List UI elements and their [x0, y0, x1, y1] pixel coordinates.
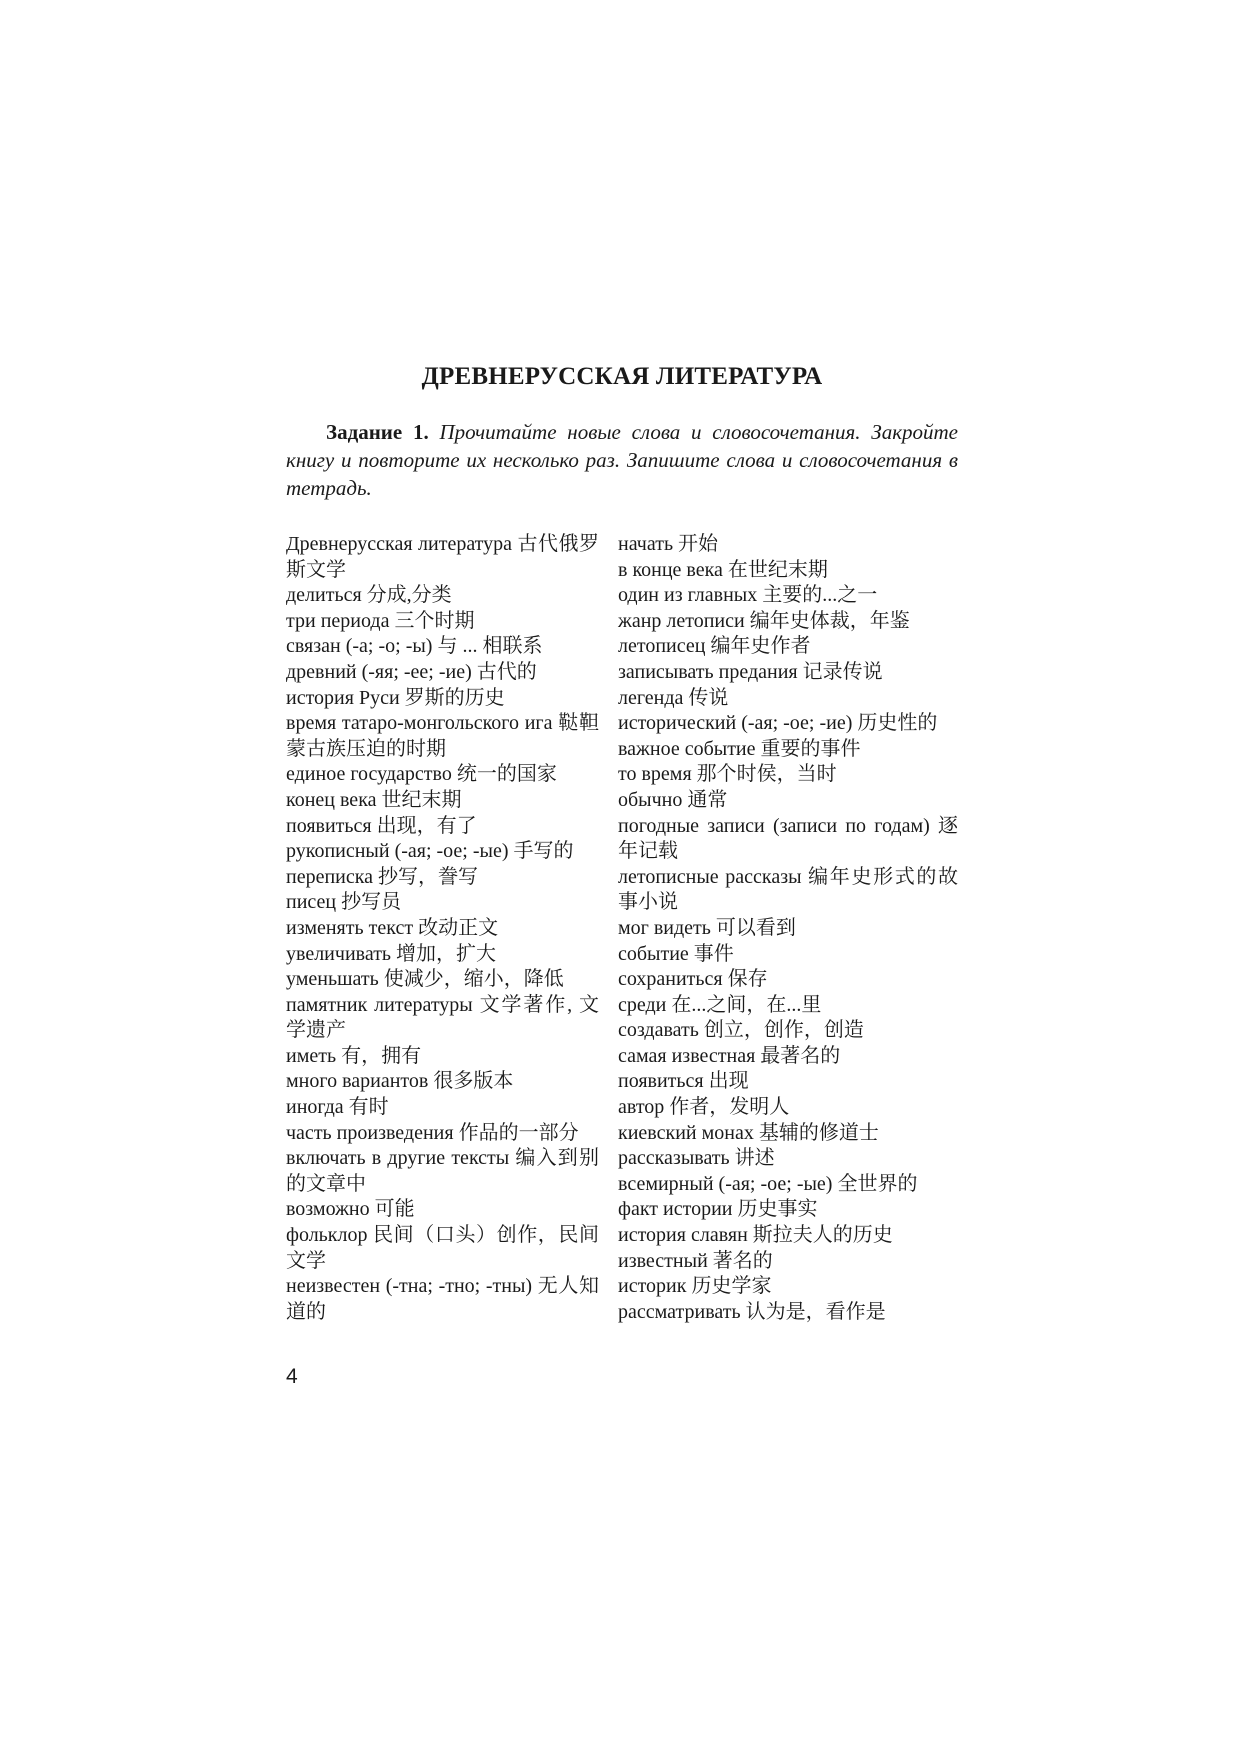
vocabulary-entry: памятник литературы 文学著作, 文学遗产	[286, 993, 599, 1042]
vocabulary-entry: в конце века 在世纪末期	[618, 558, 828, 581]
vocabulary-entry: писец 抄写员	[286, 891, 402, 914]
vocabulary-left-column	[286, 532, 599, 1325]
vocabulary-entry: иногда 有时	[286, 1096, 389, 1119]
vocabulary-entry: связан (-а; -о; -ы) 与 ... 相联系	[286, 635, 543, 658]
vocabulary-entry: рукописный (-ая; -ое; -ые) 手写的	[286, 840, 574, 863]
vocabulary-entry: увеличивать 增加，扩大	[286, 942, 497, 965]
vocabulary-entry: переписка 抄写，誊写	[286, 865, 479, 888]
vocabulary-entry: включать в другие тексты 编入到别的文章中	[286, 1147, 599, 1195]
vocabulary-entry: неизвестен (-тна; -тно; -тны) 无人知道的	[286, 1275, 599, 1323]
vocabulary-entry: уменьшать 使减少，缩小，降低	[286, 968, 564, 991]
vocabulary-entry: летописец 编年史作者	[618, 635, 811, 658]
vocabulary-entry: иметь 有，拥有	[286, 1044, 422, 1067]
vocabulary-entry: древний (-яя; -ее; -ие) 古代的	[286, 660, 537, 683]
vocabulary-entry: мог видеть 可以看到	[618, 916, 796, 939]
vocabulary-entry: рассматривать 认为是，看作是	[618, 1300, 886, 1323]
vocabulary-entry: три периода 三个时期	[286, 609, 475, 632]
vocabulary-entry: история славян 斯拉夫人的历史	[618, 1224, 893, 1247]
task-text: Прочитайте новые слова и словосочетания. Закройте книгу и повторите их несколько раз. Запишите слова и словосочетания в тетрадь.	[286, 420, 959, 500]
vocabulary-entry: всемирный (-ая; -ое; -ые) 全世界的	[618, 1172, 918, 1195]
vocabulary-entry: исторический (-ая; -ое; -ие) 历史性的	[618, 712, 938, 735]
vocabulary-entry: много вариантов 很多版本	[286, 1070, 514, 1093]
vocabulary-entry: легенда 传说	[618, 686, 729, 709]
vocabulary-entry: возможно 可能	[286, 1198, 415, 1221]
vocabulary-entry: время татаро-монгольского ига 鞑靼蒙古族压迫的时期	[286, 712, 599, 760]
vocabulary-entry: факт истории 历史事实	[618, 1198, 818, 1221]
vocabulary-entry: важное событие 重要的事件	[618, 737, 861, 760]
vocabulary-entry: один из главных 主要的...之一	[618, 584, 878, 607]
vocabulary-entry: фольклор 民间（口头）创作，民间文学	[286, 1224, 599, 1272]
page-title: ДРЕВНЕРУССКАЯ ЛИТЕРАТУРА	[421, 363, 823, 390]
vocabulary-entry: событие 事件	[618, 942, 734, 965]
vocabulary-entry: то время 那个时侯，当时	[618, 763, 837, 786]
vocabulary-entry: сохраниться 保存	[618, 968, 768, 991]
vocabulary-entry: историк 历史学家	[618, 1275, 772, 1298]
vocabulary-right-column	[618, 532, 958, 1325]
page-number: 4	[286, 1365, 298, 1388]
vocabulary-entry: автор 作者，发明人	[618, 1096, 790, 1119]
vocabulary-entry: конец века 世纪末期	[286, 788, 462, 811]
vocabulary-entry: известный 著名的	[618, 1249, 773, 1272]
vocabulary-entry: записывать предания 记录传说	[618, 660, 883, 683]
vocabulary-entry: часть произведения 作品的一部分	[286, 1121, 579, 1144]
vocabulary-entry: начать 开始	[618, 533, 719, 555]
task-instruction	[286, 418, 958, 502]
vocabulary-entry: самая известная 最著名的	[618, 1044, 841, 1067]
task-label: Задание 1.	[326, 420, 429, 444]
vocabulary-entry: единое государство 统一的国家	[286, 763, 557, 786]
vocabulary-entry: изменять текст 改动正文	[286, 916, 499, 939]
vocabulary-entry: создавать 创立，创作，创造	[618, 1019, 864, 1042]
vocabulary-entry: появиться 出现	[618, 1070, 749, 1093]
vocabulary-entry: появиться 出现，有了	[286, 814, 477, 837]
vocabulary-entry: киевский монах 基辅的修道士	[618, 1121, 879, 1144]
vocabulary-entry: среди 在...之间，在...里	[618, 993, 822, 1016]
vocabulary-entry: рассказывать 讲述	[618, 1147, 775, 1170]
vocabulary-entry: делиться 分成,分类	[286, 584, 452, 607]
vocabulary-entry: Древнерусская литература 古代俄罗斯文学	[286, 533, 599, 581]
vocabulary-entry: жанр летописи 编年史体裁，年鉴	[618, 609, 910, 632]
vocabulary-entry: история Руси 罗斯的历史	[286, 686, 505, 709]
vocabulary-entry: погодные записи (записи по годам) 逐年记载	[618, 814, 958, 863]
vocabulary-entry: обычно 通常	[618, 788, 728, 811]
vocabulary-entry: летописные рассказы 编年史形式的故事小说	[618, 865, 958, 914]
